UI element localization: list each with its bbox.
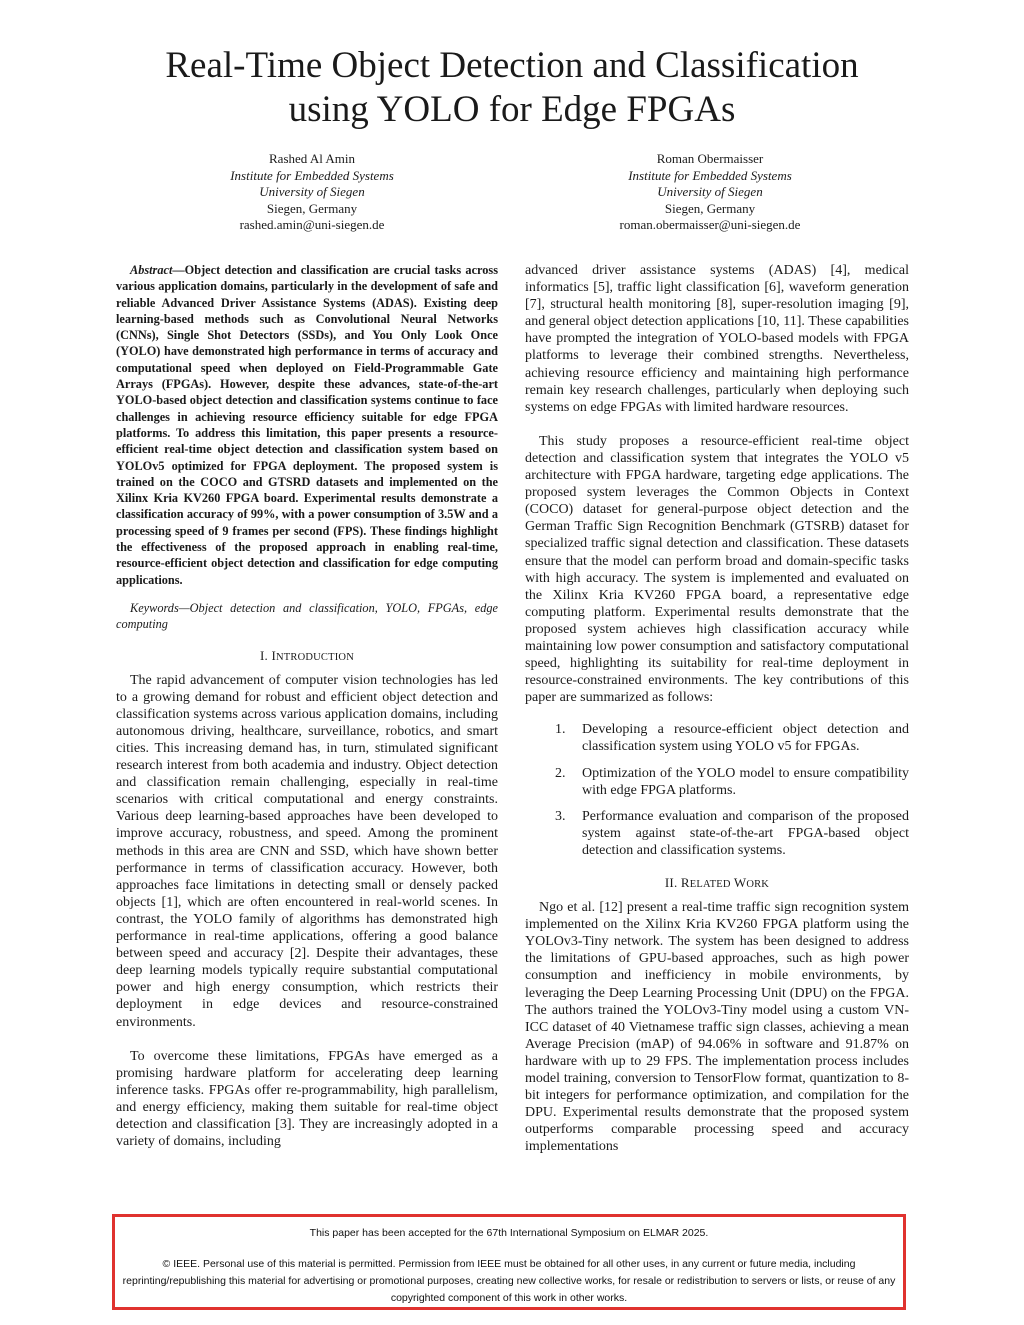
- keywords-dash: —: [178, 600, 190, 615]
- intro-paragraph-1: The rapid advancement of computer vision technologies has led to a growing demand for robust and efficient object detection and classification systems across various application domains, including autonomous driving, healthcare, surveillance, robotics, and smart cities. This increasing demand has, in turn, stimulated significant research interest from both academia and industry. Object detection and classification remain challenging, especially in real-time scenarios with critical computational and energy constraints. Various deep learning-based approaches have been developed to improve accuracy, robustness, and speed. Among the prominent methods in this area are CNN and SSD, which have shown better performance in terms of classification accuracy. However, both approaches face limitations in detecting small or densely packed objects [1], which are often encountered in real-world scenes. In contrast, the YOLO family of algorithms has demonstrated high performance in real-time applications, offering a good balance between speed and accuracy [2]. Despite their advantages, these deep learning models typically require substantial computational power and high energy consumption, which restricts their deployment in edge devices and resource-constrained environments.: [116, 672, 498, 1030]
- author-location: Siegen, Germany: [664, 200, 756, 216]
- section-title: [271, 648, 354, 663]
- author-university: University of Siegen: [259, 184, 365, 199]
- section-title-initial: R: [680, 875, 690, 890]
- paper-title: [0, 44, 1024, 132]
- list-item-text: Performance evaluation and comparison of the proposed system against state-of-the-art FPGA-based object detection and classification systems.: [582, 808, 909, 858]
- author-name: Roman Obermaisser: [656, 151, 764, 166]
- related-work-paragraph-1: Ngo et al. [12] present a real-time traffic sign recognition system implemented on the Xilinx Kria KV260 FPGA platform using the YOLOv3-Tiny network. The system has been designed to address the limitations of GPU-based approaches, such as high power consumption and inefficiency in mobile environments, by leveraging the Deep Learning Processing Unit (DPU) on the FPGA. The authors trained the YOLOv3-Tiny model using a custom VN-ICC dataset of 40 Vietnamese traffic sign classes, achieving a mean Average Precision (mAP) of 94.06% in software and 91.87% on hardware with up to 29 FPS. The implementation process includes model training, conversion to TensorFlow format, quantization to 8-bit integers for performance optimization, and compilation for the DPU. Experimental results demonstrate that the proposed system outperforms comparable processing speed and accuracy implementations: [525, 900, 909, 1155]
- section-title-initial: W: [733, 875, 747, 890]
- author-email[interactable]: rashed.amin@uni-siegen.de: [239, 217, 385, 232]
- acceptance-notice: This paper has been accepted for the 67th International Symposium on ELMAR 2025.: [309, 1227, 709, 1239]
- list-item-number: 1.: [555, 722, 566, 738]
- title-line-2: using YOLO for Edge FPGAs: [288, 89, 736, 130]
- intro-paragraph-3: This study proposes a resource-efficient real-time object detection and classification system that integrates the YOLO v5 architecture with FPGA hardware, targeting edge applications. The proposed system leverages the Common Objects in Context (COCO) dataset for general-purpose object detection and the German Traffic Sign Recognition Benchmark (GTSRB) dataset for specialized traffic signal detection and classification. These datasets ensure that the model can perform broad and domain-specific tasks with high accuracy. The system is implemented and evaluated on the Xilinx Kria KV260 FPGA board, a representative edge computing platform. Experimental results demonstrate that the proposed system achieves high classification accuracy while maintaining low power consumption and satisfactory computational speed, highlighting its suitability for real-time deployment in resource-constrained environments. The key contributions of this paper are summarized as follows:: [525, 433, 909, 706]
- author-email[interactable]: roman.obermaisser@uni-siegen.de: [619, 217, 801, 232]
- abstract: [116, 262, 498, 588]
- abstract-label: Abstract: [130, 263, 173, 277]
- author-block-2: [560, 151, 860, 234]
- right-column: [525, 262, 909, 1156]
- left-column: [116, 262, 498, 1150]
- list-item-text: Developing a resource-efficient object detection and classification system using YOLO v5 for FPGAs.: [582, 722, 909, 755]
- copyright-notice-box: [112, 1214, 906, 1310]
- intro-paragraph-2-continued: advanced driver assistance systems (ADAS) [4], medical informatics [5], traffic light classification [6], waveform generation [7], structural health monitoring [8], super-resolution imaging [9], and general object detection applications [10, 11]. These capabilities have prompted the integration of YOLO-based models with FPGA platforms to leverage their combined strengths. Nevertheless, achieving resource efficiency and maintaining high performance remain key research challenges, particularly when deploying such systems on edge FPGAs with limited hardware resources.: [525, 263, 909, 415]
- section-title: [681, 875, 769, 890]
- author-institute: Institute for Embedded Systems: [230, 167, 394, 183]
- list-item: [525, 808, 909, 859]
- list-item: [525, 765, 909, 799]
- section-title-initial: I: [271, 647, 276, 663]
- list-item: [525, 721, 909, 755]
- author-name: Rashed Al Amin: [269, 151, 355, 166]
- list-item-text: Optimization of the YOLO model to ensure compatibility with edge FPGA platforms.: [582, 765, 909, 798]
- abstract-dash: —: [172, 263, 185, 277]
- keywords: [116, 600, 498, 633]
- intro-paragraph-2: To overcome these limitations, FPGAs have emerged as a promising hardware platform for accelerating deep learning inference tasks. FPGAs offer re-programmability, high parallelism, and energy efficiency, making them suitable for real-time object detection and classification [3]. They are increasingly adopted in a variety of domains, including: [116, 1048, 498, 1150]
- author-block-1: [162, 151, 462, 234]
- section-title-rest: ELATED: [689, 879, 731, 890]
- section-numeral: II.: [664, 875, 678, 890]
- section-numeral: I.: [260, 647, 268, 663]
- ieee-copyright-text: © IEEE. Personal use of this material is permitted. Permission from IEEE must be obtained for all other uses, in any current or future media, including reprinting/republishing this material for advertising or promotional purposes, creating new collective works, for resale or redistribution to servers or lists, or reuse of any copyrighted component of this work in other works.: [122, 1258, 896, 1304]
- keywords-text: Object detection and classification, YOLO, FPGAs, edge computing: [116, 600, 498, 632]
- section-title-rest: ORK: [746, 879, 770, 890]
- list-item-number: 2.: [555, 765, 566, 781]
- author-institute: Institute for Embedded Systems: [628, 167, 792, 183]
- section-title-rest: NTRODUCTION: [275, 651, 354, 663]
- author-location: Siegen, Germany: [266, 200, 358, 216]
- list-item-number: 3.: [555, 808, 566, 824]
- abstract-text: Object detection and classification are crucial tasks across various application domains, particularly in the development of safe and reliable Advanced Driver Assistance Systems (ADAS). Existing deep learning-based methods such as Convolutional Neural Networks (CNNs), Single Shot Detectors (SSDs), and You Only Look Once (YOLO) have demonstrated high performance in terms of accuracy and computational speed when deployed on Field-Programmable Gate Arrays (FPGAs). However, despite these advances, state-of-the-art YOLO-based object detection and classification systems continue to face challenges in achieving resource efficiency suitable for edge FPGA platforms. To address this limitation, this paper presents a resource-efficient real-time object detection and classification system based on YOLOv5 optimized for FPGA deployment. The proposed system is trained on the COCO and GTSRD datasets and implemented on the Xilinx Kria KV260 FPGA board. Experimental results demonstrate a classification accuracy of 99%, with a power consumption of 3.5W and a processing speed of 9 frames per second (FPS). These findings highlight the effectiveness of the proposed approach in enabling real-time, resource-efficient object detection and classification for edge computing applications.: [116, 263, 498, 587]
- contributions-list: [525, 721, 909, 859]
- section-heading-introduction: [116, 647, 498, 666]
- keywords-label: Keywords: [130, 600, 179, 615]
- title-line-1: Real-Time Object Detection and Classification: [165, 45, 859, 86]
- author-university: University of Siegen: [657, 184, 763, 199]
- section-heading-related-work: [525, 874, 909, 893]
